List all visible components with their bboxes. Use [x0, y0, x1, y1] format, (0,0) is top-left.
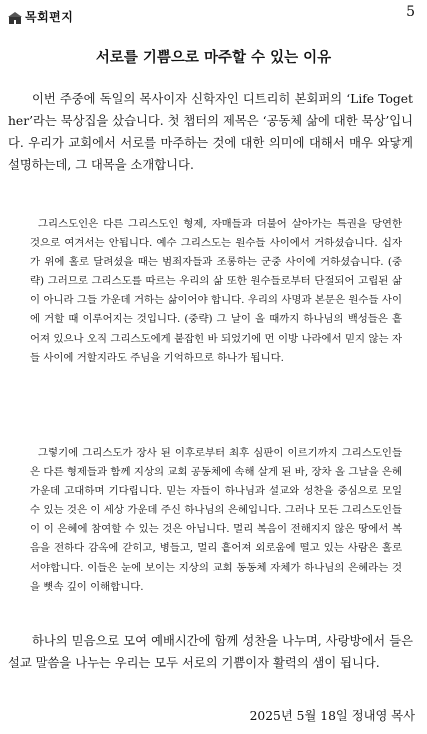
logo-text: 목회편지	[25, 10, 74, 24]
article-title: 서로를 기쁨으로 마주할 수 있는 이유	[95, 50, 332, 66]
conclusion-paragraph: 하나의 믿음으로 모여 예배시간에 함께 성찬을 나누며, 사랑방에서 들은 설교 말씀을 나누는 우리는 모두 서로의 기쁨이자 활력의 샘이 됩니다.	[8, 634, 413, 670]
page-header	[0, 0, 427, 32]
quote-paragraph-2: 그렇기에 그리스도가 장사 된 이후로부터 최후 심판이 이르기까지 그리스도인들은 다른 형제들과 함께 지상의 교회 공동체에 속해 살게 된 바, 장차 올 그날을 은혜 가운데 고대하며 기다립니다. 믿는 자들이 하나님과 설교와 성찬을 중심으로 모일 수 있는 것은 이 세상 가운데 주신 하나님의 은혜입니다. 그러나 모든 그리스도인들이 이 은혜에 참여할 수 있는 것은 아닙니다. 멀리 복음이 전해지지 않은 땅에서 복음을 전하다 감옥에 갇히고, 병들고, 멀리 흩어져 외로움에 떨고 있는 사람은 홀로 서야합니다. 이들은 눈에 보이는 지상의 교회 동동체 자체가 하나님의 은혜라는 것을 뼛속 깊이 이해합니다.	[30, 447, 402, 593]
intro-paragraph: 이번 주중에 독일의 목사이자 신학자인 디트리히 본회퍼의 ‘Life Together’라는 묵상집을 샀습니다. 첫 챕터의 제목은 ‘공동체 삶에 대한 묵상’입니다. 우리가 교회에서 서로를 마주하는 것에 대한 의미에 대해서 매우 와닿게 설명하는데, 그 대목을 소개합니다.	[8, 92, 413, 172]
quote-paragraph-1: 그리스도인은 다른 그리스도인 형제, 자매들과 더불어 살아가는 특권을 당연한 것으로 여겨서는 안됩니다. 예수 그리스도는 원수들 사이에서 거하셨습니다. 십자가 위에 홀로 달려셨을 때는 범죄자들과 조롱하는 군중 사이에 거하셨습니다. (중략) 그러므로 그리스도를 따르는 우리의 삶 또한 원수들로부터 단절되어 고립된 삶이 아니라 그들 가운데 거하는 삶이어야 합니다. 우리의 사명과 본문은 원수들 사이에 거할 때 이루어지는 것입니다. (중략) 그 날이 올 때까지 하나님의 백성들은 흩어져 있으나 오직 그리스도에게 붙잡힌 바 되었기에 먼 이방 나라에서 믿지 않는 자들 사이에 거할지라도 주님을 기억하므로 하나가 됩니다.	[30, 218, 402, 364]
page-number: 5	[406, 4, 415, 20]
newsletter-logo	[8, 8, 73, 25]
author-signature: 2025년 5월 18일 정내영 목사	[249, 709, 415, 723]
church-icon	[8, 10, 22, 24]
